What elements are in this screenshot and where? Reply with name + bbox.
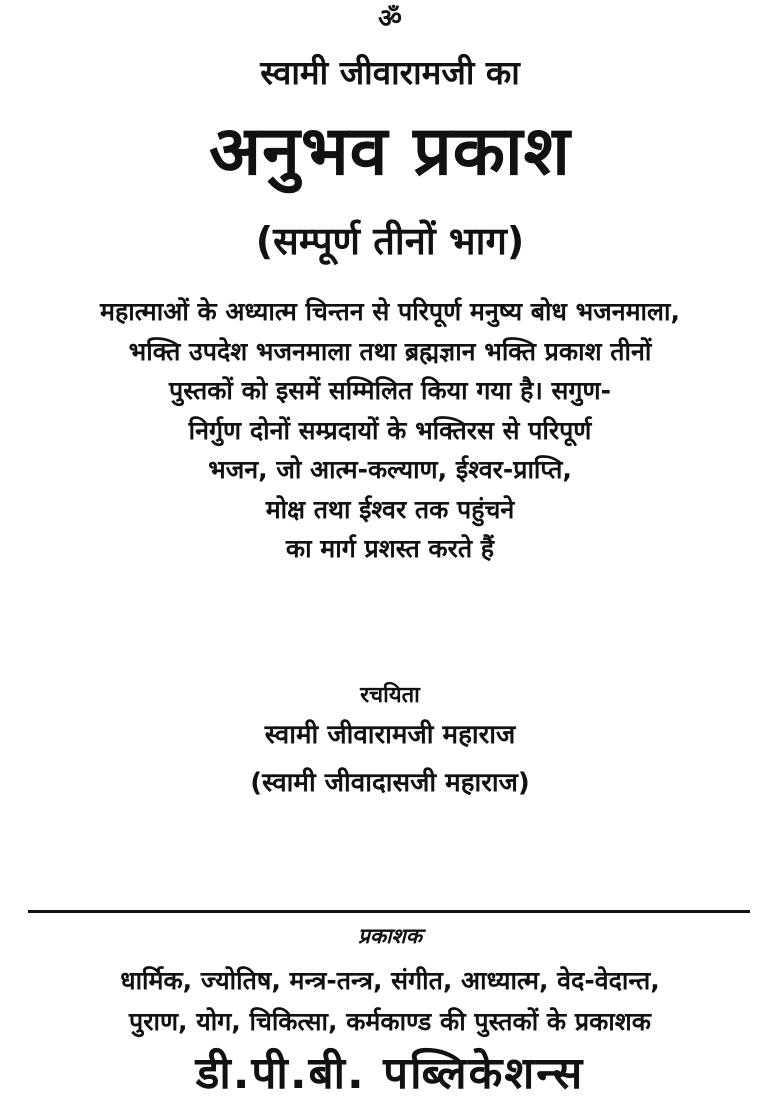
author-alias: (स्वामी जीवादासजी महाराज)	[250, 768, 530, 798]
volume-note: (सम्पूर्ण तीनों भाग)	[255, 219, 525, 263]
description-line: का मार्ग प्रशस्त करते हैं	[285, 534, 495, 563]
author-name: स्वामी जीवारामजी महाराज	[264, 720, 516, 750]
description-line: निर्गुण दोनों सम्प्रदायों के भक्तिरस से परिपूर्ण	[188, 415, 592, 445]
description-line: भजन, जो आत्म-कल्याण, ईश्वर-प्राप्ति,	[208, 455, 572, 484]
publisher-description	[0, 960, 780, 1042]
publisher-label: प्रकाशक	[358, 924, 422, 948]
publisher-description-line: धार्मिक, ज्योतिष, मन्त्र-तन्त्र, संगीत, आध्यात्म, वेद-वेदान्त,	[120, 966, 660, 995]
book-description	[0, 292, 780, 569]
divider	[28, 910, 750, 913]
om-symbol: ॐ	[378, 4, 402, 34]
description-line: मोक्ष तथा ईश्वर तक पहुंचने	[265, 494, 515, 524]
book-title: अनुभव प्रकाश	[209, 112, 571, 191]
author-label: रचयिता	[360, 683, 420, 708]
description-line: भक्ति उपदेश भजनमाला तथा ब्रह्मज्ञान भक्ति प्रकाश तीनों	[128, 336, 652, 366]
book-subtitle: स्वामी जीवारामजी का	[260, 53, 520, 92]
description-line: पुस्तकों को इसमें सम्मिलित किया गया है। सगुण-	[169, 376, 611, 405]
publisher-name: डी.पी.बी. पब्लिकेशन्स	[195, 1048, 585, 1099]
publisher-description-line: पुराण, योग, चिकित्सा, कर्मकाण्ड की पुस्तकों के प्रकाशक	[129, 1007, 651, 1036]
description-line: महात्माओं के अध्यात्म चिन्तन से परिपूर्ण मनुष्य बोध भजनमाला,	[100, 297, 680, 326]
